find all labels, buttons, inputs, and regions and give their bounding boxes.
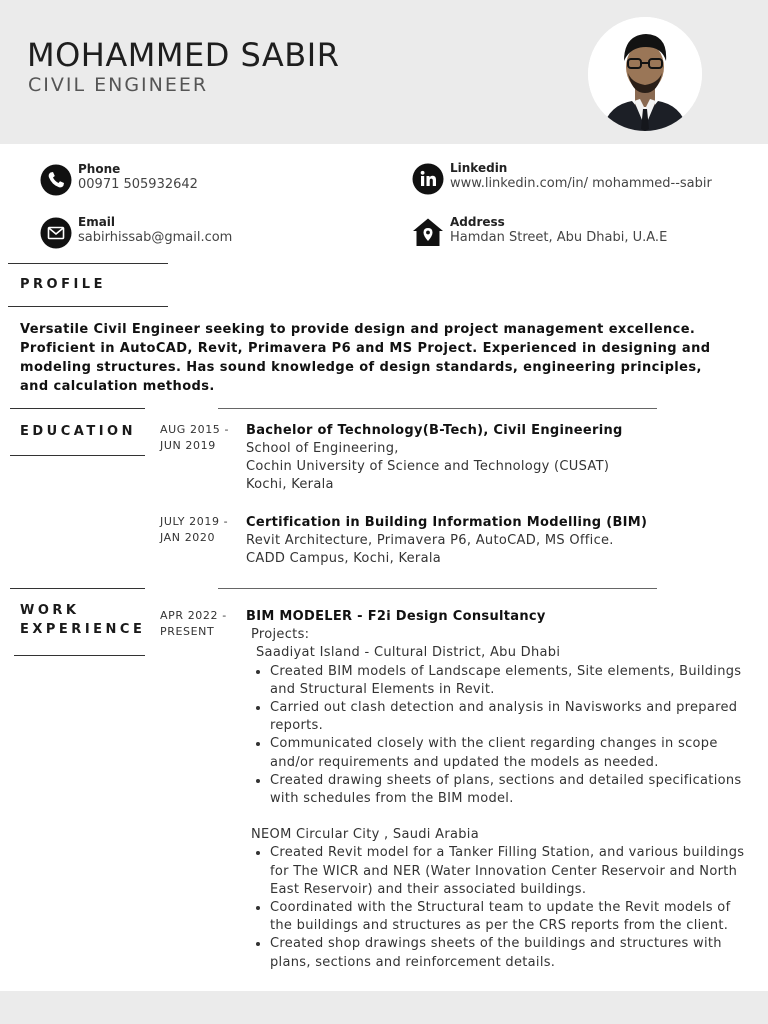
phone-icon	[40, 164, 72, 196]
address-value: Hamdan Street, Abu Dhabi, U.A.E	[450, 230, 668, 245]
spacer	[246, 808, 751, 826]
work-divider	[218, 588, 657, 589]
email-label: Email	[78, 215, 116, 229]
footer-band	[0, 991, 768, 1024]
list-item: • Carried out clash detection and analysis in Navisworks and prepared reports.	[270, 699, 751, 735]
work-entry	[246, 608, 751, 972]
list-item: • Created shop drawings sheets of the buildings and structures with plans, sections and reinforcement details.	[270, 935, 751, 971]
profile-rule-bottom	[8, 306, 168, 307]
date-from: APR 2022 -	[160, 609, 227, 622]
entry-line: Revit Architecture, Primavera P6, AutoCAD, MS Office.	[246, 533, 614, 548]
work-heading	[20, 603, 145, 637]
phone-value: 00971 505932642	[78, 177, 198, 192]
profile-rule-top	[8, 263, 168, 264]
project-bullets	[246, 844, 751, 971]
date-from: JULY 2019 -	[160, 515, 229, 528]
job-title: CIVIL ENGINEER	[28, 74, 209, 96]
list-item: • Communicated closely with the client regarding changes in scope and/or requirements and updated the models as needed.	[270, 735, 751, 771]
education-entry	[246, 422, 746, 494]
project-bullets	[246, 663, 751, 809]
degree-title: Bachelor of Technology(B-Tech), Civil Engineering	[246, 423, 623, 438]
list-item: • Created Revit model for a Tanker Filling Station, and various buildings for The WICR and NER (Water Innovation Center Reservoir and North East Reservoir) and their associated buildings.	[270, 844, 751, 899]
education-rule-top	[10, 408, 145, 409]
entry-line: Cochin University of Science and Technology (CUSAT)	[246, 459, 610, 474]
projects-label: Projects:	[251, 627, 310, 643]
certification-title: Certification in Building Information Modelling (BIM)	[246, 515, 648, 530]
date-to: PRESENT	[160, 625, 215, 638]
work-rule-bottom	[14, 655, 145, 656]
email-value[interactable]: sabirhissab@gmail.com	[78, 230, 233, 245]
work-heading-line: EXPERIENCE	[20, 622, 146, 637]
profile-summary: Versatile Civil Engineer seeking to provide design and project management excellence. Proficient in AutoCAD, Revit, Primavera P6 and MS Project. Experienced in designing and modeling structures. Has sound knowledge of design standards, engineering principles, and calculation methods.	[20, 322, 711, 394]
header-band	[0, 0, 768, 144]
mail-icon	[40, 217, 72, 249]
job-heading: BIM MODELER - F2i Design Consultancy	[246, 609, 546, 624]
project-name: NEOM Circular City , Saudi Arabia	[251, 827, 479, 843]
work-rule-top	[10, 588, 145, 589]
date-from: AUG 2015 -	[160, 423, 230, 436]
work-heading-line: WORK	[20, 603, 80, 618]
education-date	[160, 422, 229, 454]
education-heading: EDUCATION	[20, 424, 136, 439]
entry-line: CADD Campus, Kochi, Kerala	[246, 551, 442, 566]
profile-photo	[588, 17, 702, 131]
education-date	[160, 514, 228, 546]
date-to: JAN 2020	[160, 531, 216, 544]
education-rule-bottom	[10, 455, 145, 456]
profile-heading: PROFILE	[20, 277, 106, 292]
phone-label: Phone	[78, 162, 121, 176]
entry-line: School of Engineering,	[246, 441, 399, 456]
entry-line: Kochi, Kerala	[246, 477, 334, 492]
linkedin-icon	[412, 163, 444, 195]
education-entry	[246, 514, 746, 568]
list-item: • Coordinated with the Structural team to update the Revit models of the buildings and structures as per the CRS reports from the client.	[270, 899, 751, 935]
linkedin-label: Linkedin	[450, 161, 508, 175]
education-divider	[218, 408, 657, 409]
list-item: • Created BIM models of Landscape elements, Site elements, Buildings and Structural Elements in Revit.	[270, 663, 751, 699]
date-to: JUN 2019	[160, 439, 216, 452]
home-location-icon	[412, 217, 444, 249]
address-label: Address	[450, 215, 505, 229]
candidate-name: MOHAMMED SABIR	[27, 36, 340, 74]
linkedin-value[interactable]: www.linkedin.com/in/ mohammed--sabir	[450, 176, 712, 191]
project-name: Saadiyat Island - Cultural District, Abu Dhabi	[256, 645, 561, 661]
work-date	[160, 608, 227, 640]
list-item: • Created drawing sheets of plans, sections and detailed specifications with schedules from the BIM model.	[270, 772, 751, 808]
